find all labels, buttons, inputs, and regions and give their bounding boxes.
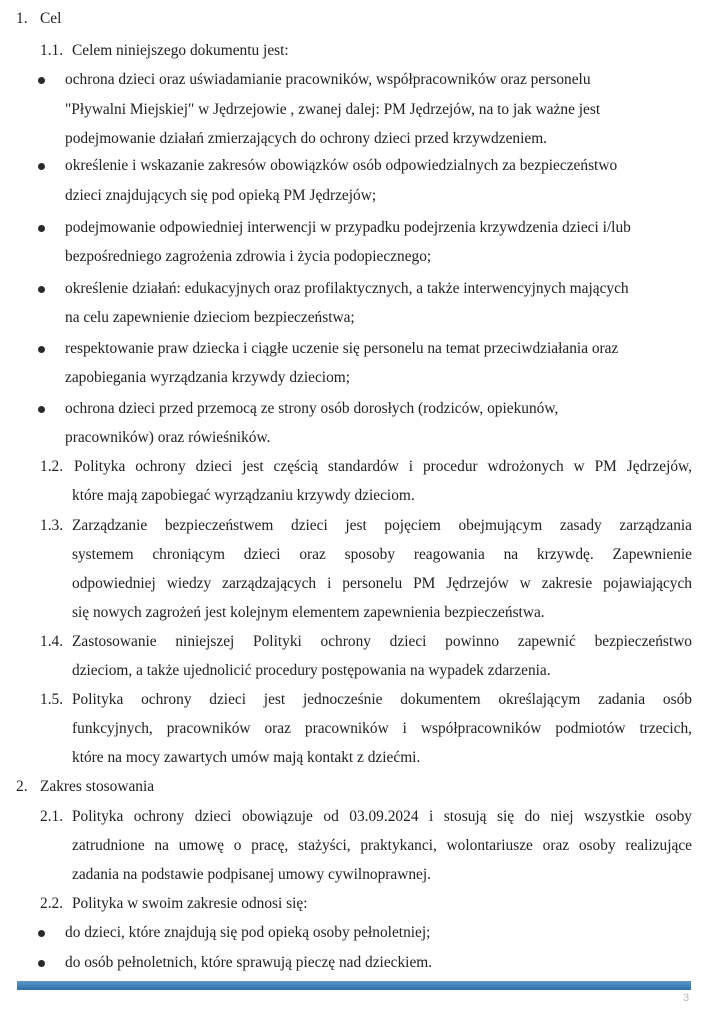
item-1-2-line-2: które mają zapobiegać wyrządzaniu krzywdy dzieciom. [72, 487, 415, 504]
bullet-dot [38, 286, 45, 293]
bullet-3-line-2: bezpośredniego zagrożenia zdrowia i życia podopiecznego; [65, 248, 432, 265]
bullet-2-line-1: określenie i wskazanie zakresów obowiązków osób odpowiedzialnych za bezpieczeństwo [65, 157, 618, 174]
bullet-dot [38, 77, 45, 84]
scope-bullet-2: do osób pełnoletnich, które sprawują pieczę nad dzieckiem. [65, 954, 433, 971]
footer-bar [17, 981, 691, 990]
item-1-5-line-1: Polityka ochrony dzieci jest jednocześnie dokumentem określającym zadania osób [72, 691, 692, 708]
section-2-number: 2. [16, 778, 28, 795]
item-1-3-line-1: Zarządzanie bezpieczeństwem dzieci jest pojęciem obejmującym zasady zarządzania [72, 517, 692, 534]
bullet-6-line-1: ochrona dzieci przed przemocą ze strony osób dorosłych (rodziców, opiekunów, [65, 400, 559, 417]
item-1-2-number: 1.2. [40, 458, 64, 475]
bullet-1-line-2: "Pływalni Miejskiej" w Jędrzejowie , zwanej dalej: PM Jędrzejów, na to jak ważne jest [65, 101, 601, 118]
scope-bullet-1: do dzieci, które znajdują się pod opieką osoby pełnoletniej; [65, 924, 431, 941]
bullet-dot [38, 346, 45, 353]
bullet-5-line-1: respektowanie praw dziecka i ciągłe uczenie się personelu na temat przeciwdziałania oraz [65, 340, 619, 357]
bullet-1-line-1: ochrona dzieci oraz uświadamianie pracowników, współpracowników oraz personelu [65, 71, 591, 88]
item-1-3-line-3: odpowiedniej wiedzy zarządzających i personelu PM Jędrzejów w zakresie pojawiających [72, 575, 692, 592]
section-1-number: 1. [16, 10, 28, 27]
bullet-dot [38, 960, 45, 967]
item-1-3-line-4: się nowych zagrożeń jest kolejnym elementem zapewnienia bezpieczeństwa. [72, 604, 545, 621]
item-2-1-line-1: Polityka ochrony dzieci obowiązuje od 03.09.2024 i stosują się do niej wszystkie osoby [72, 808, 692, 825]
item-2-1-number: 2.1. [40, 808, 64, 825]
item-2-1-line-2: zatrudnione na umowę o pracę, stażyści, praktykanci, wolontariusze oraz osoby realizujące [72, 837, 692, 854]
item-2-1-line-3: zadania na podstawie podpisanej umowy cywilnoprawnej. [72, 866, 432, 883]
bullet-3-line-1: podejmowanie odpowiedniej interwencji w przypadku podejrzenia krzywdzenia dzieci i/lub [65, 219, 631, 236]
item-1-3-line-2: systemem chroniącym dzieci oraz sposoby reagowania na krzywdę. Zapewnienie [72, 546, 692, 563]
section-1-title: Cel [40, 10, 62, 27]
item-2-2-number: 2.2. [40, 895, 64, 912]
item-1-1-number: 1.1. [40, 42, 64, 59]
item-1-5-line-3: które na mocy zawartych umów mają kontakt z dziećmi. [72, 749, 421, 766]
item-1-5-line-2: funkcyjnych, pracowników oraz pracowników i współpracowników podmiotów trzecich, [72, 720, 692, 737]
item-1-1-text: Celem niniejszego dokumentu jest: [72, 42, 289, 59]
bullet-1-line-3: podejmowanie działań zmierzających do ochrony dzieci przed krzywdzeniem. [65, 130, 548, 147]
bullet-5-line-2: zapobiegania wyrządzania krzywdy dzieciom; [65, 369, 351, 386]
item-1-3-number: 1.3. [40, 517, 64, 534]
page-number: 3 [683, 992, 690, 1004]
bullet-4-line-1: określenie działań: edukacyjnych oraz profilaktycznych, a także interwencyjnych mających [65, 280, 629, 297]
item-1-4-number: 1.4. [40, 633, 64, 650]
section-2-title: Zakres stosowania [40, 778, 155, 795]
item-1-2-line-1: Polityka ochrony dzieci jest częścią standardów i procedur wdrożonych w PM Jędrzejów, [74, 458, 692, 475]
item-1-4-line-2: dzieciom, a także ujednolicić procedury postępowania na wypadek zdarzenia. [72, 662, 551, 679]
bullet-dot [38, 163, 45, 170]
bullet-6-line-2: pracowników) oraz rówieśników. [65, 429, 271, 446]
bullet-4-line-2: na celu zapewnienie dzieciom bezpieczeństwa; [65, 309, 355, 326]
bullet-dot [38, 225, 45, 232]
bullet-dot [38, 406, 45, 413]
bullet-dot [38, 930, 45, 937]
item-1-5-number: 1.5. [40, 691, 64, 708]
item-1-4-line-1: Zastosowanie niniejszej Polityki ochrony dzieci powinno zapewnić bezpieczeństwo [72, 633, 692, 650]
bullet-2-line-2: dzieci znajdujących się pod opieką PM Jędrzejów; [65, 187, 377, 204]
item-2-2-text: Polityka w swoim zakresie odnosi się: [72, 895, 308, 912]
